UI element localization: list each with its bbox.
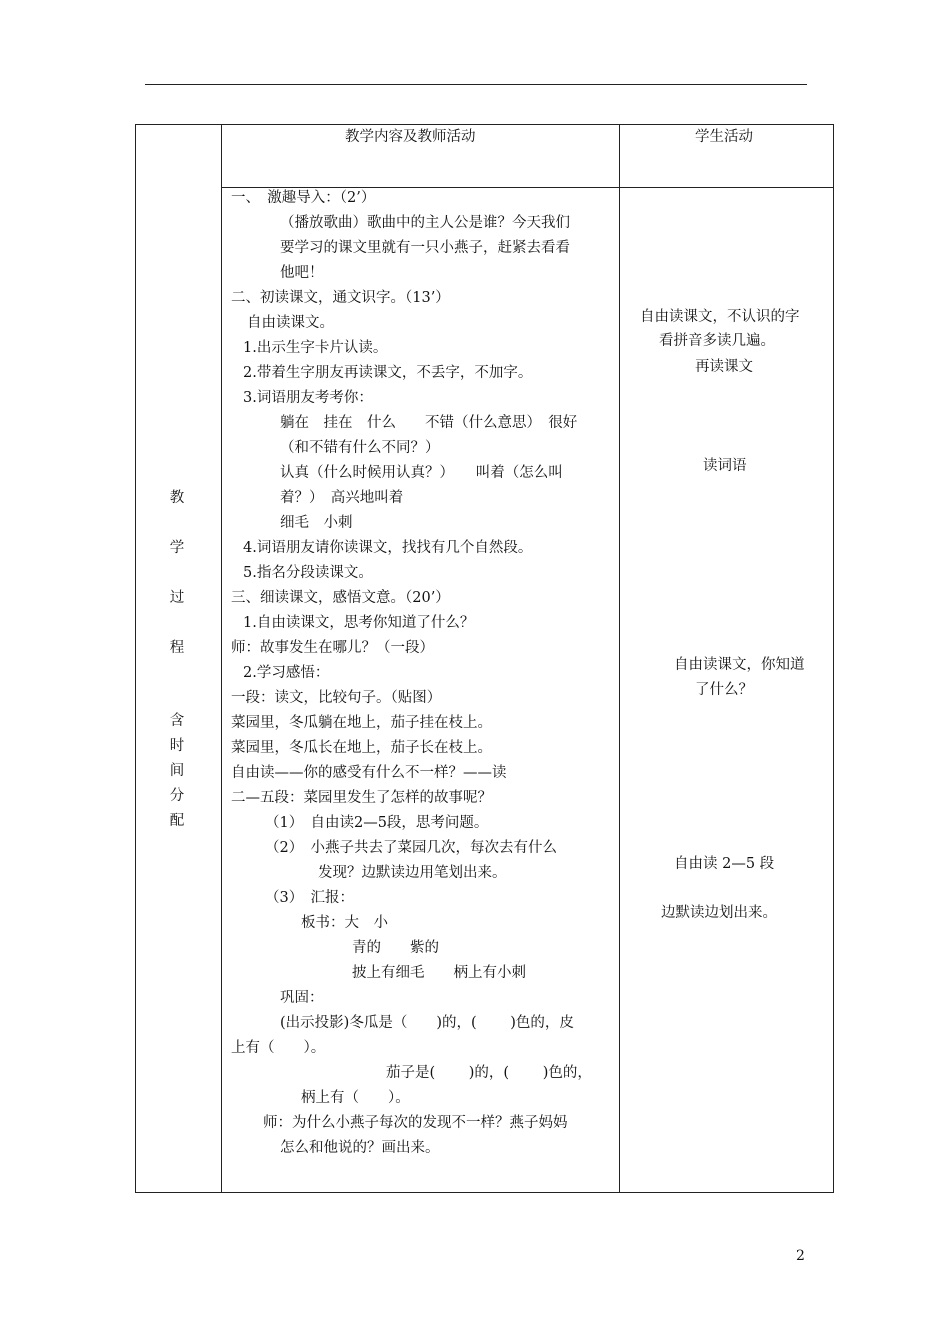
student-line: 自由读课文，你知道 <box>674 657 805 673</box>
side-label-char: 程 <box>169 640 185 656</box>
content-line: 披上有细毛 柄上有小刺 <box>352 965 526 981</box>
content-line: 师：故事发生在哪儿？（一段） <box>231 640 434 656</box>
student-line: 了什么？ <box>695 682 753 698</box>
student-line: 边默读边划出来。 <box>661 905 777 921</box>
content-line: 要学习的课文里就有一只小燕子，赶紧去看看 <box>280 240 570 256</box>
content-line: 菜园里，冬瓜躺在地上，茄子挂在枝上。 <box>231 715 492 731</box>
content-line: 二—五段：菜园里发生了怎样的故事呢？ <box>231 790 492 806</box>
side-label-char: 时 <box>169 738 185 754</box>
side-label-char: 配 <box>169 813 185 829</box>
table-divider-right <box>619 125 620 1192</box>
content-line: 自由读课文。 <box>247 315 334 331</box>
header-content-activity: 教学内容及教师活动 <box>345 129 476 145</box>
content-line: （播放歌曲）歌曲中的主人公是谁？今天我们 <box>280 215 570 231</box>
side-label-char: 间 <box>169 763 185 779</box>
content-line: 青的 紫的 <box>352 940 439 956</box>
content-line: 板书：大 小 <box>301 915 388 931</box>
content-line: 1.自由读课文，思考你知道了什么？ <box>243 615 475 631</box>
table-header-divider <box>221 187 833 188</box>
page-number: 2 <box>796 1248 805 1264</box>
content-line: 一段：读文，比较句子。（贴图） <box>231 690 442 706</box>
side-label-char: 教 <box>169 490 185 506</box>
student-line: 自由读课文，不认识的字 <box>640 309 800 325</box>
content-line: 自由读——你的感受有什么不一样？——读 <box>231 765 507 781</box>
student-line: 读词语 <box>703 458 747 474</box>
content-line: 3.词语朋友考考你： <box>243 390 373 406</box>
content-line: 怎么和他说的？画出来。 <box>280 1140 440 1156</box>
content-line: 躺在 挂在 什么 不错（什么意思） 很好 <box>280 415 578 431</box>
student-line: 再读课文 <box>695 359 753 375</box>
content-line: 2.学习感悟： <box>243 665 330 681</box>
content-line: 认真（什么时候用认真？） 叫着（怎么叫 <box>280 465 563 481</box>
content-line: （1） 自由读2—5段，思考问题。 <box>265 815 489 831</box>
content-line: 发现？边默读边用笔划出来。 <box>318 865 507 881</box>
student-line: 看拼音多读几遍。 <box>659 333 775 349</box>
content-line: 细毛 小刺 <box>280 515 353 531</box>
content-line: 着？） 高兴地叫着 <box>280 490 404 506</box>
content-line: （和不错有什么不同？） <box>280 440 440 456</box>
content-line: 5.指名分段读课文。 <box>243 565 373 581</box>
content-line: 1.出示生字卡片认读。 <box>243 340 388 356</box>
content-line: 他吧！ <box>280 265 324 281</box>
content-line: 二、初读课文，通文识字。（13’） <box>231 290 450 306</box>
side-label-char: 含 <box>169 713 185 729</box>
side-label-char: 学 <box>169 540 185 556</box>
content-line: 4.词语朋友请你读课文，找找有几个自然段。 <box>243 540 533 556</box>
content-line: 一、 激趣导入：（2’） <box>231 190 376 206</box>
header-rule <box>145 84 807 85</box>
side-label-char: 分 <box>169 788 185 804</box>
content-line: 2.带着生字朋友再读课文，不丢字，不加字。 <box>243 365 533 381</box>
content-line: 菜园里，冬瓜长在地上，茄子长在枝上。 <box>231 740 492 756</box>
content-line: （3） 汇报： <box>265 890 354 906</box>
content-line: 师：为什么小燕子每次的发现不一样？燕子妈妈 <box>263 1115 568 1131</box>
table-divider-left <box>221 125 222 1192</box>
content-line: 巩固： <box>280 990 324 1006</box>
content-line: （2） 小燕子共去了菜园几次，每次去有什么 <box>265 840 557 856</box>
header-student-activity: 学生活动 <box>695 129 753 145</box>
content-line: 上有（ ）。 <box>231 1040 326 1056</box>
content-line: (出示投影)冬瓜是（ )的，( )色的，皮 <box>280 1015 574 1031</box>
content-line: 茄子是( )的，( )色的， <box>386 1065 592 1081</box>
side-label-char: 过 <box>169 590 185 606</box>
student-line: 自由读 2—5 段 <box>674 856 775 872</box>
content-line: 柄上有（ ）。 <box>301 1090 410 1106</box>
content-line: 三、细读课文，感悟文意。（20’） <box>231 590 450 606</box>
